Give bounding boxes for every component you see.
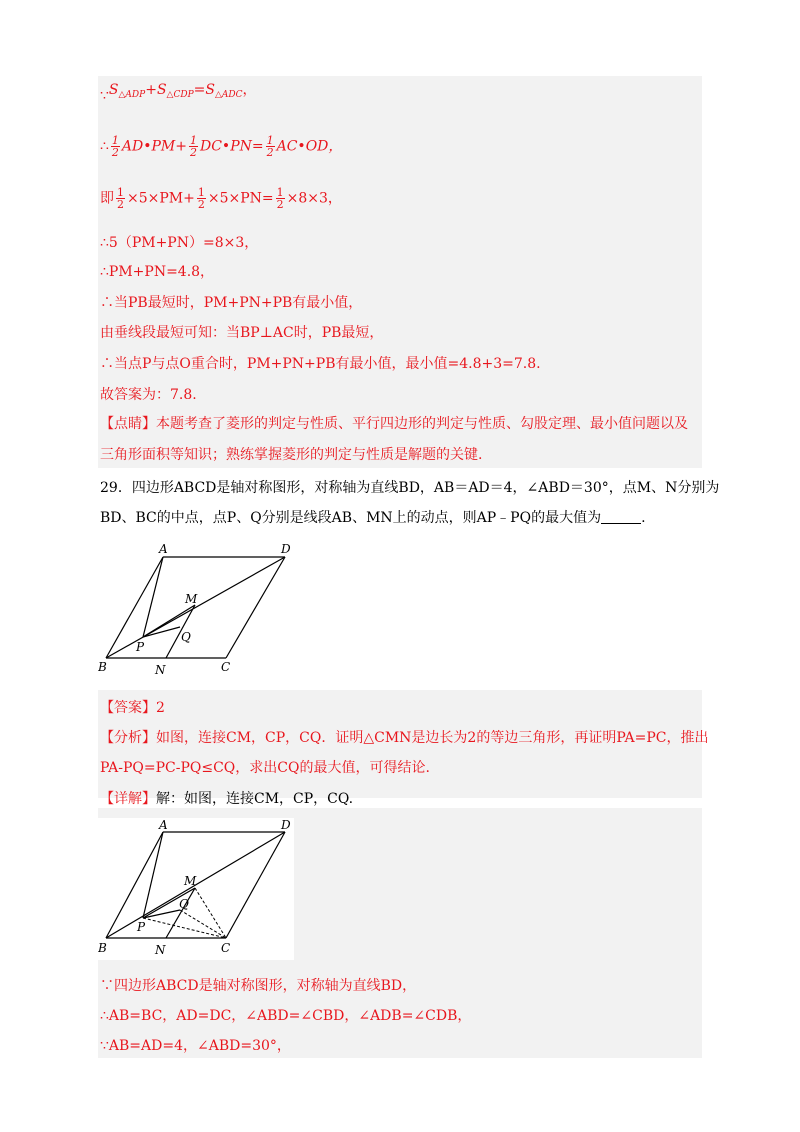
fig1-label-n: N — [155, 663, 166, 677]
solution-line-8: ∴当点P与点O重合时，PM+PN+PB有最小值，最小值=4.8+3=7.8. — [100, 356, 541, 372]
area-equation: $\because S_{\triangle ADP}+S_{\triangle CDP}=S_{\triangle ADC}$， — [100, 82, 257, 104]
fig2-label-b: B — [98, 941, 107, 955]
solution-bottom-line-1: ∵四边形ABCD是轴对称图形，对称轴为直线BD， — [100, 978, 417, 994]
fig1-label-m: M — [185, 592, 198, 606]
solution-line-7: 由垂线段最短可知：当BP⊥AC时，PB最短， — [100, 325, 384, 341]
fig1-label-a: A — [159, 542, 168, 556]
figure-1-diagram — [98, 540, 298, 682]
answer-blank — [601, 509, 641, 524]
answer-line: 【答案】2 — [100, 700, 165, 716]
fig2-label-n: N — [155, 943, 166, 957]
fig2-label-p: P — [137, 920, 146, 934]
fig2-label-m: M — [184, 874, 197, 888]
solution-line-4: ∴5（PM+PN）=8×3， — [100, 235, 259, 251]
fig1-label-d: D — [281, 542, 291, 556]
analysis-line-1: 【分析】如图，连接CM，CP，CQ．证明△CMN是边长为2的等边三角形，再证明PA=PC，推出 — [100, 730, 709, 746]
fig2-label-c: C — [221, 941, 231, 955]
detail-line: 【详解】解：如图，连接CM，CP，CQ. — [100, 791, 354, 807]
fig2-label-d: D — [281, 818, 291, 832]
solution-line-5: ∴PM+PN=4.8， — [100, 264, 215, 280]
problem-line-2: BD、BC的中点，点P、Q分别是线段AB、MN上的动点，则AP﹣PQ的最大值为 . — [100, 510, 646, 526]
analysis-line-2: PA-PQ=PC-PQ≤CQ，求出CQ的最大值，可得结论. — [100, 760, 430, 776]
solution-bottom-line-2: ∴AB=BC，AD=DC，∠ABD=∠CBD，∠ADB=∠CDB， — [100, 1008, 472, 1024]
fig1-label-c: C — [221, 660, 231, 674]
comment-line-2: 三角形面积等知识；熟练掌握菱形的判定与性质是解题的关键. — [100, 447, 483, 463]
problem-line-1: 29．四边形ABCD是轴对称图形，对称轴为直线BD，AB＝AD＝4，∠ABD＝30°，点M、N分别为 — [100, 480, 720, 496]
solution-bottom-line-3: ∵AB=AD=4，∠ABD=30°， — [100, 1038, 291, 1054]
fig1-label-p: P — [136, 640, 145, 654]
numeric-equation: 即 $\frac{1}{2}$ ×5×PM+ $\frac{1}{2}$ ×5×PN= $\frac{1}{2}$ ×8×3， — [100, 186, 342, 211]
half-equation: ∴ $\frac{1}{2}$ AD•PM+ $\frac{1}{2}$ DC•PN= $\frac{1}{2}$ AC•OD， — [100, 134, 343, 159]
fig2-label-a: A — [159, 818, 168, 832]
figure-2-diagram — [98, 818, 298, 960]
comment-line-1: 【点睛】本题考查了菱形的判定与性质、平行四边形的判定与性质、勾股定理、最小值问题以及 — [100, 416, 688, 432]
solution-line-6: ∴当PB最短时，PM+PN+PB有最小值， — [100, 295, 363, 311]
solution-line-9: 故答案为：7.8. — [100, 387, 197, 403]
fig2-label-q: Q — [179, 897, 189, 911]
fig1-label-b: B — [98, 660, 107, 674]
fig1-label-q: Q — [181, 630, 191, 644]
